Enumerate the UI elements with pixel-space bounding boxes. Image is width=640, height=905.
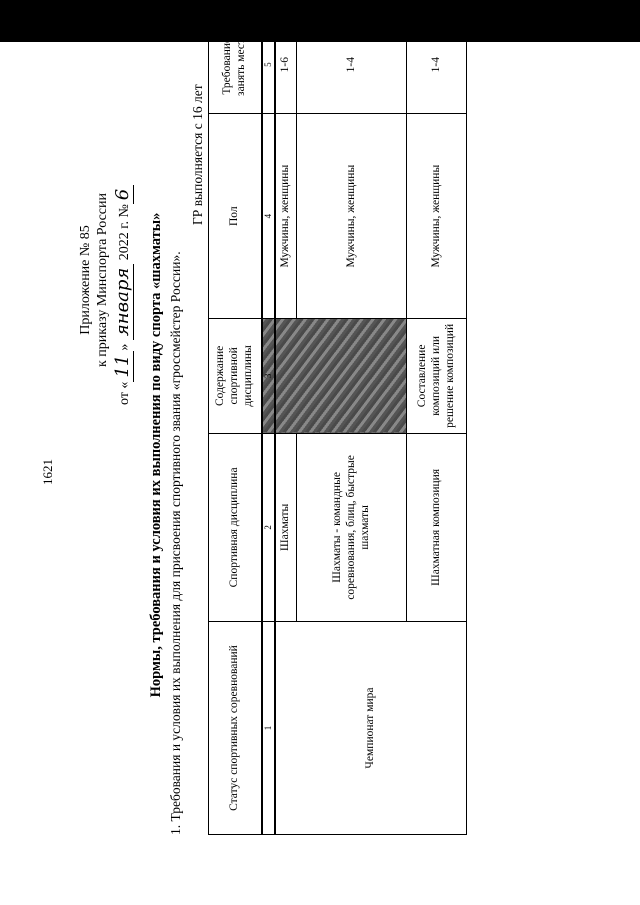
- header-content: Содержание спортивной дисциплины: [209, 319, 263, 434]
- header-status: Статус спортивных соревнований: [209, 622, 263, 835]
- header-sex: Пол: [209, 114, 263, 319]
- column-number: 5: [262, 16, 275, 114]
- document-subtitle: 1. Требования и условия их выполнения для присвоения спортивного звания «гроссмейстер России».: [168, 251, 183, 835]
- document-title: Нормы, требования и условия их выполнения по виду спорта «шахматы»: [148, 212, 164, 698]
- order-month: января: [112, 264, 134, 340]
- table-row: [275, 16, 297, 835]
- sex-cell: Мужчины, женщины: [297, 114, 407, 319]
- order-day: 11: [112, 351, 134, 382]
- table-header-row: [209, 16, 263, 835]
- discipline-cell: Шахматы: [275, 433, 297, 621]
- page-number: 1621: [40, 459, 55, 485]
- sex-cell: Мужчины, женщины: [407, 114, 467, 319]
- column-number: 1: [262, 622, 275, 835]
- norms-table: [208, 15, 467, 835]
- date-prefix: от «: [117, 381, 132, 405]
- date-mid: »: [117, 343, 132, 351]
- place-cell: 1-6: [275, 16, 297, 114]
- appendix-label: Приложение № 85: [78, 225, 93, 335]
- competition-status-cell: Чемпионат мира: [275, 622, 467, 835]
- order-label: к приказу Минспорта России: [95, 193, 110, 367]
- header-discipline: Спортивная дисциплина: [209, 433, 263, 621]
- column-number: 3: [262, 319, 275, 434]
- content-cell: Составление композиций или решение композиций: [407, 319, 467, 434]
- discipline-cell: Шахматы - командные соревнования, блиц, быстрые шахматы: [297, 433, 407, 621]
- age-note: ГР выполняется с 16 лет: [190, 84, 205, 225]
- sex-cell: Мужчины, женщины: [275, 114, 297, 319]
- place-cell: 1-4: [297, 16, 407, 114]
- order-year: 2022 г. №: [117, 204, 132, 261]
- column-number: 2: [262, 433, 275, 621]
- column-number-row: [262, 16, 275, 835]
- place-cell: 1-4: [407, 16, 467, 114]
- header-place: Требование: занять место: [209, 16, 263, 114]
- order-number: 6: [112, 185, 134, 204]
- column-number: 4: [262, 114, 275, 319]
- order-date-line: [112, 185, 134, 405]
- discipline-cell: Шахматная композиция: [407, 433, 467, 621]
- content-cell-shaded: [275, 319, 407, 434]
